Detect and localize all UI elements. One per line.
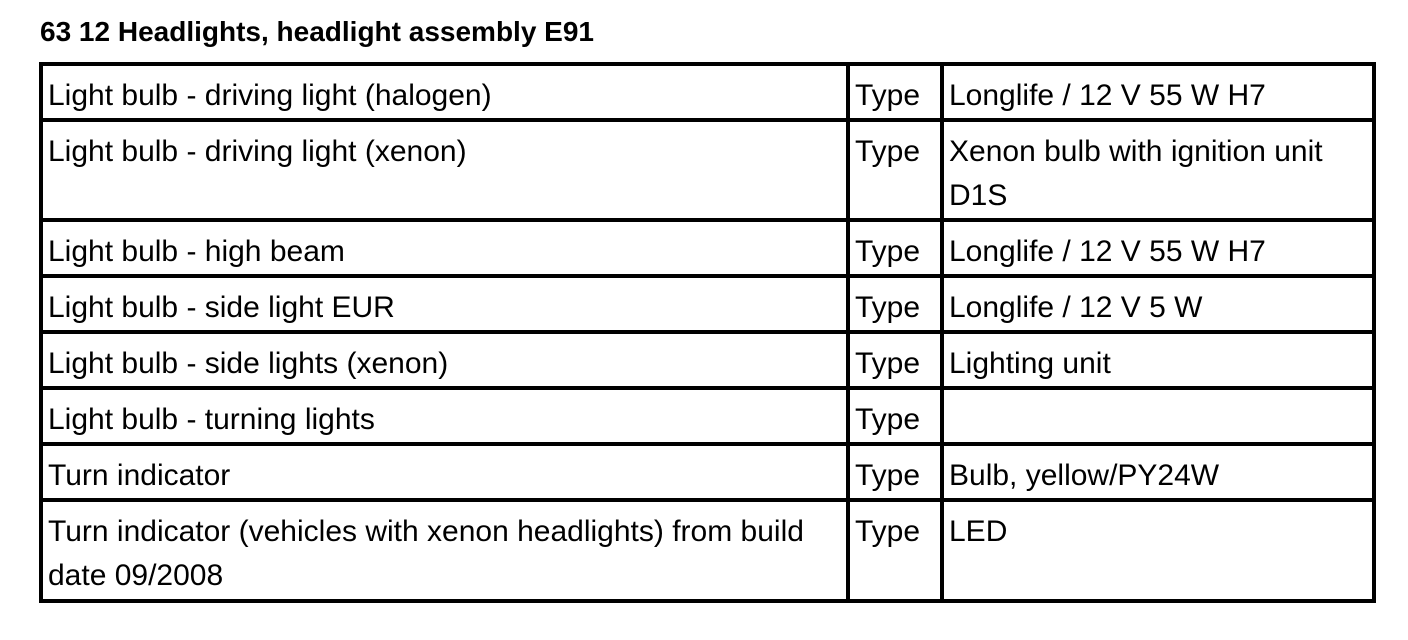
value-cell: Lighting unit bbox=[942, 332, 1374, 388]
table-row bbox=[41, 500, 1374, 601]
item-cell: Light bulb - high beam bbox=[41, 220, 848, 276]
field-cell: Type bbox=[848, 220, 942, 276]
table-row bbox=[41, 64, 1374, 120]
table-row bbox=[41, 388, 1374, 444]
item-cell: Light bulb - driving light (halogen) bbox=[41, 64, 848, 120]
value-cell: Longlife / 12 V 55 W H7 bbox=[942, 220, 1374, 276]
value-cell: Xenon bulb with ignition unit D1S bbox=[942, 120, 1374, 220]
specification-table bbox=[39, 62, 1376, 603]
value-cell: Longlife / 12 V 5 W bbox=[942, 276, 1374, 332]
value-cell: Longlife / 12 V 55 W H7 bbox=[942, 64, 1374, 120]
item-cell: Turn indicator (vehicles with xenon headlights) from build date 09/2008 bbox=[41, 500, 848, 601]
table-row bbox=[41, 120, 1374, 220]
field-cell: Type bbox=[848, 276, 942, 332]
table-row bbox=[41, 220, 1374, 276]
table-row bbox=[41, 332, 1374, 388]
item-cell: Light bulb - driving light (xenon) bbox=[41, 120, 848, 220]
field-cell: Type bbox=[848, 332, 942, 388]
table-row bbox=[41, 444, 1374, 500]
document-title: 63 12 Headlights, headlight assembly E91 bbox=[40, 16, 594, 47]
item-cell: Turn indicator bbox=[41, 444, 848, 500]
item-cell: Light bulb - side light EUR bbox=[41, 276, 848, 332]
item-cell: Light bulb - turning lights bbox=[41, 388, 848, 444]
field-cell: Type bbox=[848, 120, 942, 220]
value-cell bbox=[942, 388, 1374, 444]
field-cell: Type bbox=[848, 388, 942, 444]
value-cell: Bulb, yellow/PY24W bbox=[942, 444, 1374, 500]
field-cell: Type bbox=[848, 500, 942, 601]
value-cell: LED bbox=[942, 500, 1374, 601]
field-cell: Type bbox=[848, 64, 942, 120]
item-cell: Light bulb - side lights (xenon) bbox=[41, 332, 848, 388]
table-row bbox=[41, 276, 1374, 332]
field-cell: Type bbox=[848, 444, 942, 500]
